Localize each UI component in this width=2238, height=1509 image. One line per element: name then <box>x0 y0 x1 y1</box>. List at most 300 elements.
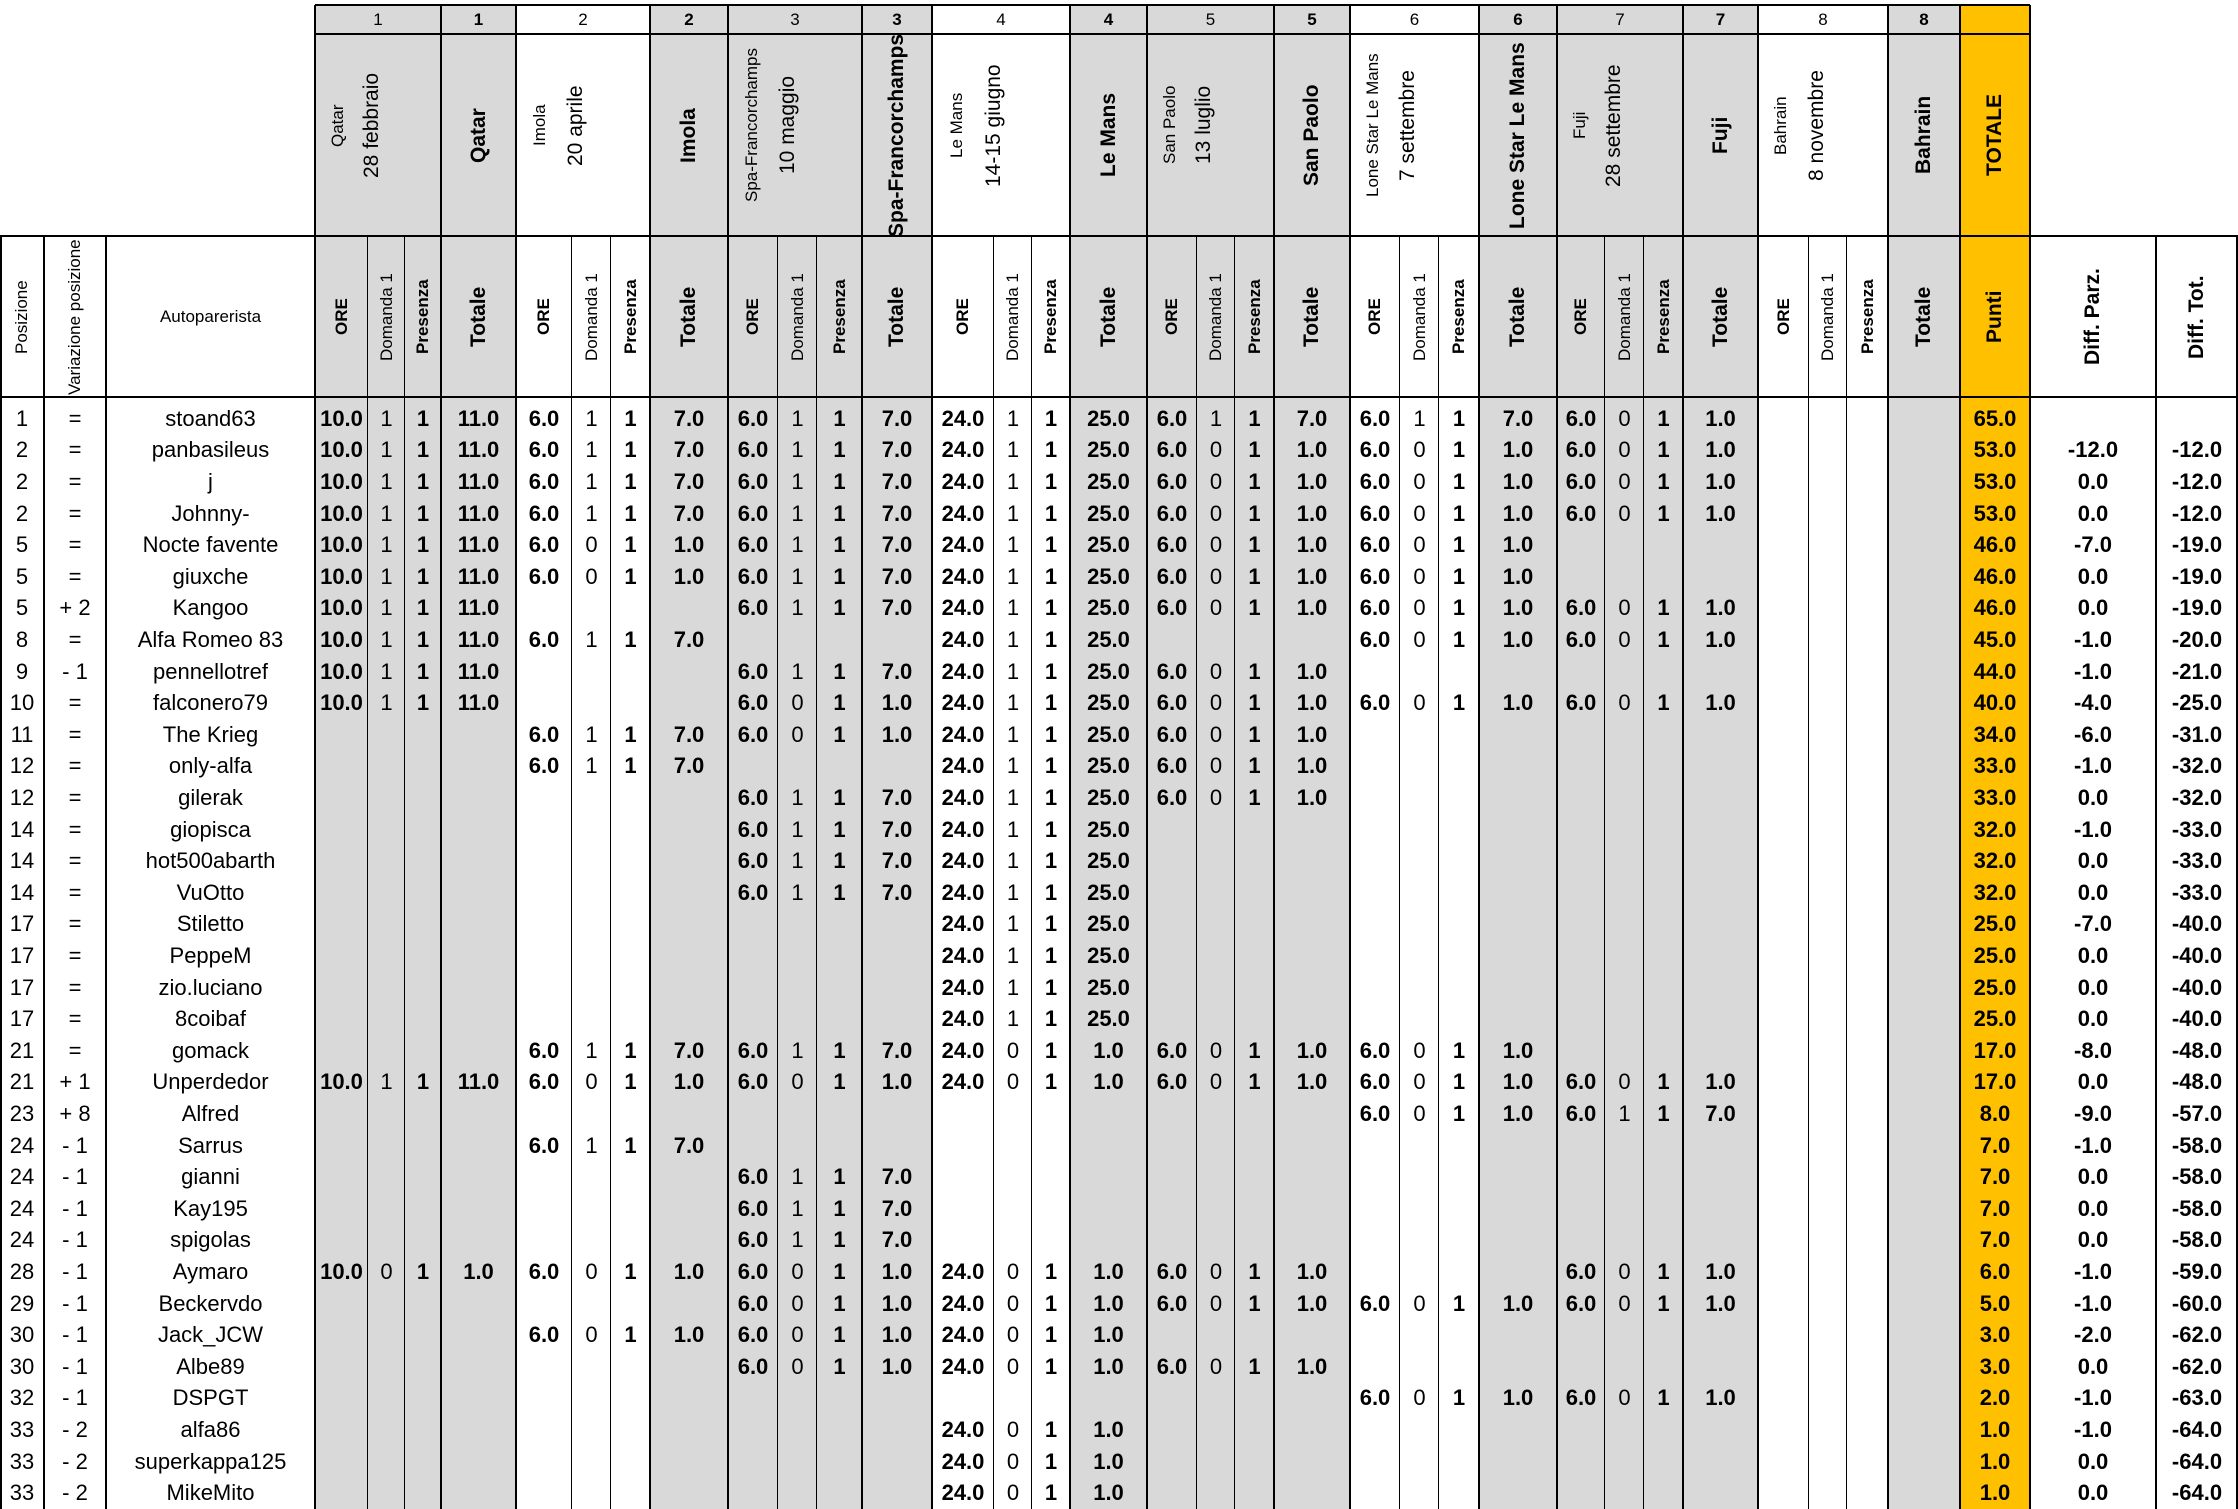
cell-text: = <box>68 879 82 905</box>
cell-text: - 1 <box>62 1385 88 1411</box>
cell-text: 0.0 <box>2077 563 2109 589</box>
row-points <box>1960 1225 2030 1257</box>
row-ore <box>932 529 994 561</box>
row-totale <box>1070 1256 1147 1288</box>
cell-text: 0.0 <box>2077 1069 2109 1095</box>
row-ore <box>315 1067 368 1099</box>
row-ore <box>1557 1288 1605 1320</box>
cell-text: 25.0 <box>1973 942 2017 968</box>
row-presenza <box>1032 1035 1070 1067</box>
cell-text: 1 <box>1248 690 1261 716</box>
row-presenza <box>1235 1035 1274 1067</box>
cell-text: 6.0 <box>1359 595 1391 621</box>
row-presenza <box>1032 940 1070 972</box>
cell-text: 1 <box>833 405 846 431</box>
cell-text: 45.0 <box>1973 626 2017 652</box>
row-totale <box>1070 972 1147 1004</box>
cell-text: 4 <box>996 9 1006 29</box>
cell-text: 7 <box>1715 9 1726 29</box>
cell-text: 1 <box>416 1069 430 1095</box>
row-totale <box>441 687 516 719</box>
row-domanda <box>778 1351 817 1383</box>
cell-text: 2.0 <box>1979 1385 2011 1411</box>
cell-text: 7.0 <box>673 1037 705 1063</box>
row-ore <box>516 624 572 656</box>
row-position <box>0 1351 44 1383</box>
row-variation <box>44 719 106 751</box>
event-header <box>728 34 862 236</box>
cell-text: = <box>68 942 82 968</box>
cell-text: -40.0 <box>2171 1006 2223 1032</box>
row-variation <box>44 877 106 909</box>
cell-text: 0 <box>791 721 804 747</box>
cell-text: -19.0 <box>2171 595 2223 621</box>
cell-text: 6.0 <box>737 1322 769 1348</box>
cell-text: 8 <box>15 626 29 652</box>
cell-text: 1 <box>1044 911 1058 937</box>
cell-text: -40.0 <box>2171 974 2223 1000</box>
total-header <box>1960 34 2030 236</box>
row-diff-parz <box>2030 435 2156 467</box>
row-variation <box>44 687 106 719</box>
cell-text: 1 <box>585 1132 598 1158</box>
row-ore <box>315 1256 368 1288</box>
col-ore <box>728 236 778 397</box>
cell-text: 1 <box>624 468 637 494</box>
cell-text: 1.0 <box>881 1258 913 1284</box>
cell-text: 0 <box>1618 437 1631 463</box>
row-totale <box>1479 466 1557 498</box>
row-domanda <box>572 561 611 593</box>
cell-text: 1 <box>1209 405 1223 431</box>
row-points <box>1960 909 2030 941</box>
col-position <box>0 236 44 397</box>
cell-text: 7.0 <box>1705 1100 1736 1126</box>
row-ore <box>516 529 572 561</box>
row-presenza <box>1032 845 1070 877</box>
cell-text: 1 <box>624 626 637 652</box>
cell-text: 0 <box>1413 690 1426 716</box>
row-ore <box>932 877 994 909</box>
cell-text: 1 <box>380 437 393 463</box>
cell-text: 24.0 <box>941 1290 985 1316</box>
row-name <box>106 751 315 783</box>
cell-text: 0 <box>585 1258 598 1284</box>
cell-text: 0 <box>1413 468 1426 494</box>
cell-text: 10.0 <box>320 500 363 526</box>
row-domanda <box>368 593 405 625</box>
row-points <box>1960 1098 2030 1130</box>
event-header <box>1350 34 1479 236</box>
row-presenza <box>1644 435 1683 467</box>
row-ore <box>516 1035 572 1067</box>
cell-text: 10.0 <box>320 532 363 558</box>
cell-text: 1.0 <box>1705 405 1736 431</box>
cell-text: 1 <box>1006 468 1020 494</box>
cell-text: 6.0 <box>737 784 769 810</box>
row-domanda <box>778 1319 817 1351</box>
cell-text: 25.0 <box>1087 816 1130 842</box>
row-points <box>1960 1319 2030 1351</box>
cell-text: 1 <box>1006 753 1020 779</box>
cell-text: 21 <box>9 1069 35 1095</box>
cell-text: = <box>68 468 82 494</box>
row-totale <box>650 403 728 435</box>
cell-text: Jack_JCW <box>157 1322 264 1348</box>
row-totale <box>862 403 932 435</box>
cell-text: 6.0 <box>737 879 769 905</box>
row-presenza <box>405 435 441 467</box>
row-domanda <box>1605 1256 1644 1288</box>
cell-text: 1 <box>1006 879 1020 905</box>
row-presenza <box>1235 529 1274 561</box>
cell-text: -40.0 <box>2171 911 2223 937</box>
cell-text: 1 <box>1657 1100 1670 1126</box>
cell-text: 1.0 <box>1296 690 1328 716</box>
row-domanda <box>368 498 405 530</box>
cell-text: 14 <box>9 816 35 842</box>
event-number-total <box>650 5 728 34</box>
row-domanda <box>994 1035 1032 1067</box>
row-totale <box>650 1319 728 1351</box>
cell-text: 1 <box>833 1227 846 1253</box>
cell-text: 1 <box>833 563 846 589</box>
cell-text: 1 <box>1657 690 1670 716</box>
row-totale <box>1683 1383 1758 1415</box>
cell-text: 0 <box>1209 563 1223 589</box>
row-diff-tot <box>2156 687 2238 719</box>
row-ore <box>728 1351 778 1383</box>
cell-text: 6.0 <box>1359 563 1391 589</box>
row-totale <box>1070 593 1147 625</box>
cell-text: 6.0 <box>737 721 769 747</box>
row-domanda <box>994 1351 1032 1383</box>
cell-text: 1.0 <box>1296 437 1328 463</box>
row-totale <box>1479 624 1557 656</box>
row-totale <box>1683 1067 1758 1099</box>
cell-text: 1 <box>791 848 804 874</box>
cell-text: 1 <box>1452 1037 1466 1063</box>
cell-text: 6.0 <box>737 1164 769 1190</box>
cell-text: 40.0 <box>1973 690 2017 716</box>
row-diff-parz <box>2030 877 2156 909</box>
cell-text: 0.0 <box>2077 1353 2109 1379</box>
cell-text: 1.0 <box>1296 784 1328 810</box>
row-ore <box>1557 498 1605 530</box>
cell-text: 6.0 <box>1565 405 1597 431</box>
cell-text: 11.0 <box>457 563 500 589</box>
cell-text: 6.0 <box>1156 437 1188 463</box>
col-ore-text: ORE <box>331 298 351 335</box>
row-presenza <box>1032 1003 1070 1035</box>
cell-text: 1 <box>380 500 393 526</box>
row-totale <box>1070 624 1147 656</box>
cell-text: 24.0 <box>941 532 985 558</box>
row-diff-tot <box>2156 435 2238 467</box>
cell-text: 1 <box>1044 1353 1058 1379</box>
row-domanda <box>368 1256 405 1288</box>
row-diff-tot <box>2156 1098 2238 1130</box>
cell-text: 1 <box>585 468 598 494</box>
cell-text: 1.0 <box>1296 721 1328 747</box>
row-domanda <box>994 782 1032 814</box>
cell-text: -21.0 <box>2171 658 2223 684</box>
cell-text: 1.0 <box>1705 626 1736 652</box>
row-points <box>1960 593 2030 625</box>
row-presenza <box>1032 814 1070 846</box>
row-presenza <box>817 877 862 909</box>
row-presenza <box>1235 435 1274 467</box>
cell-text: 1.0 <box>1705 1258 1736 1284</box>
row-ore <box>1147 561 1197 593</box>
event-date: 13 luglio <box>1192 85 1216 164</box>
row-variation <box>44 972 106 1004</box>
cell-text: 1 <box>1006 658 1020 684</box>
row-diff-parz <box>2030 814 2156 846</box>
cell-text: 1 <box>473 9 484 29</box>
cell-text: 7.0 <box>1502 405 1534 431</box>
cell-text: 1 <box>1618 1100 1631 1126</box>
row-totale <box>650 1256 728 1288</box>
row-presenza <box>817 1351 862 1383</box>
cell-text: 0 <box>1209 1037 1223 1063</box>
cell-text: = <box>68 911 82 937</box>
cell-text: 1 <box>380 563 393 589</box>
row-name <box>106 435 315 467</box>
cell-text: 1.0 <box>1296 658 1328 684</box>
row-diff-tot <box>2156 593 2238 625</box>
cell-text: 0 <box>1413 595 1426 621</box>
cell-text: 24.0 <box>941 879 985 905</box>
row-totale <box>650 561 728 593</box>
cell-text: 1 <box>416 626 430 652</box>
cell-text: 0 <box>791 1069 804 1095</box>
cell-text: 11.0 <box>457 626 500 652</box>
row-diff-tot <box>2156 529 2238 561</box>
row-totale <box>1683 593 1758 625</box>
cell-text: 0 <box>1209 437 1223 463</box>
row-totale <box>441 561 516 593</box>
cell-text: 6.0 <box>1565 626 1597 652</box>
row-diff-parz <box>2030 403 2156 435</box>
cell-text: 0 <box>1006 1290 1020 1316</box>
row-position <box>0 1383 44 1415</box>
cell-text: giopisca <box>170 816 251 842</box>
row-totale <box>1070 719 1147 751</box>
row-name <box>106 1130 315 1162</box>
row-ore <box>1350 529 1400 561</box>
row-presenza <box>1644 1098 1683 1130</box>
row-presenza <box>817 656 862 688</box>
row-presenza <box>1235 498 1274 530</box>
cell-text: 1.0 <box>1705 468 1736 494</box>
cell-text: 1 <box>833 437 846 463</box>
event-header <box>1557 34 1683 236</box>
row-name <box>106 1256 315 1288</box>
row-domanda <box>1605 498 1644 530</box>
row-diff-parz <box>2030 719 2156 751</box>
cell-text: 2 <box>15 500 29 526</box>
event-number-total <box>1888 5 1960 34</box>
cell-text: 24.0 <box>941 1069 985 1095</box>
cell-text: 14 <box>9 848 35 874</box>
cell-text: alfa86 <box>180 1416 241 1442</box>
cell-text: 6.0 <box>1565 1385 1597 1411</box>
cell-text: -12.0 <box>2171 437 2223 463</box>
cell-text: - 1 <box>62 1164 88 1190</box>
row-presenza <box>1032 782 1070 814</box>
col-totale <box>1070 236 1147 397</box>
col-domanda-text: Domanda 1 <box>1409 272 1429 361</box>
cell-text: 7.0 <box>673 753 705 779</box>
cell-text: -1.0 <box>2074 1385 2112 1411</box>
cell-text: 1.0 <box>1296 753 1328 779</box>
row-totale <box>441 1067 516 1099</box>
event-header <box>516 34 650 236</box>
cell-text: 6.0 <box>737 532 769 558</box>
row-domanda <box>778 403 817 435</box>
row-domanda <box>368 435 405 467</box>
cell-text: -58.0 <box>2171 1195 2223 1221</box>
cell-text: 6.0 <box>1359 1290 1391 1316</box>
cell-text: 6.0 <box>737 816 769 842</box>
row-diff-tot <box>2156 1256 2238 1288</box>
col-ore-text: ORE <box>1162 298 1181 335</box>
col-presenza <box>1235 236 1274 397</box>
cell-text: + 8 <box>59 1100 91 1126</box>
cell-text: 1 <box>1248 437 1261 463</box>
col-totale <box>1888 236 1960 397</box>
cell-text: 6.0 <box>1359 1069 1391 1095</box>
row-totale <box>1683 498 1758 530</box>
cell-text: 1.0 <box>881 1290 913 1316</box>
row-totale <box>650 1035 728 1067</box>
row-totale <box>862 687 932 719</box>
row-domanda <box>1197 1067 1235 1099</box>
row-totale <box>441 403 516 435</box>
row-position <box>0 1098 44 1130</box>
event-city: Spa-Francorchamps <box>742 47 762 202</box>
cell-text: -62.0 <box>2171 1353 2223 1379</box>
cell-text: 1 <box>380 658 393 684</box>
cell-text: 1 <box>416 532 430 558</box>
cell-text: 3 <box>790 9 800 29</box>
row-domanda <box>1400 1383 1439 1415</box>
cell-text: 1 <box>833 816 846 842</box>
row-diff-parz <box>2030 561 2156 593</box>
row-ore <box>728 656 778 688</box>
cell-text: -6.0 <box>2074 721 2112 747</box>
cell-text: 7.0 <box>881 1195 913 1221</box>
row-totale <box>1070 751 1147 783</box>
col-ore-text: ORE <box>534 298 553 335</box>
cell-text: 1 <box>1044 532 1058 558</box>
cell-text: 29 <box>9 1290 35 1316</box>
row-ore <box>932 624 994 656</box>
row-ore <box>728 687 778 719</box>
cell-text: 1 <box>380 405 393 431</box>
row-presenza <box>1644 498 1683 530</box>
cell-text: 7.0 <box>1979 1132 2011 1158</box>
row-ore <box>932 593 994 625</box>
row-position <box>0 593 44 625</box>
row-variation <box>44 1161 106 1193</box>
cell-text: - 1 <box>62 1227 88 1253</box>
row-presenza <box>405 656 441 688</box>
cell-text: 1.0 <box>1979 1448 2011 1474</box>
cell-text: 24 <box>9 1227 35 1253</box>
row-presenza <box>611 1035 650 1067</box>
row-position <box>0 1256 44 1288</box>
row-domanda <box>994 1477 1032 1509</box>
cell-text: 24.0 <box>941 563 985 589</box>
row-presenza <box>405 624 441 656</box>
cell-text: 1 <box>1006 437 1020 463</box>
row-ore <box>1557 593 1605 625</box>
row-totale <box>1070 435 1147 467</box>
event-number <box>1557 5 1683 34</box>
cell-text: -7.0 <box>2074 911 2112 937</box>
row-totale <box>1479 403 1557 435</box>
row-presenza <box>817 561 862 593</box>
cell-text: 25.0 <box>1973 911 2017 937</box>
row-presenza <box>1439 529 1479 561</box>
cell-text: = <box>68 848 82 874</box>
row-presenza <box>1032 593 1070 625</box>
row-domanda <box>1400 593 1439 625</box>
row-presenza <box>1644 687 1683 719</box>
cell-text: 1 <box>1044 1258 1058 1284</box>
cell-text: 1 <box>1044 1006 1058 1032</box>
cell-text: 1 <box>1248 532 1261 558</box>
row-totale <box>1274 782 1350 814</box>
cell-text: 6.0 <box>737 468 769 494</box>
row-presenza <box>1439 435 1479 467</box>
row-diff-parz <box>2030 1351 2156 1383</box>
row-totale <box>1070 940 1147 972</box>
cell-text: -64.0 <box>2171 1480 2223 1506</box>
cell-text: 1 <box>791 784 804 810</box>
row-ore <box>315 561 368 593</box>
cell-text: 34.0 <box>1973 721 2017 747</box>
row-ore <box>932 1414 994 1446</box>
cell-text: 6.0 <box>528 468 560 494</box>
cell-text: 1.0 <box>1093 1290 1124 1316</box>
row-domanda <box>1605 435 1644 467</box>
row-domanda <box>368 1067 405 1099</box>
row-points <box>1960 624 2030 656</box>
cell-text: 6.0 <box>1565 1069 1597 1095</box>
row-domanda <box>1197 561 1235 593</box>
cell-text: Johnny- <box>171 500 250 526</box>
row-diff-parz <box>2030 1035 2156 1067</box>
row-name <box>106 687 315 719</box>
row-name <box>106 877 315 909</box>
cell-text: Alfa Romeo 83 <box>137 626 284 652</box>
row-presenza <box>1032 1477 1070 1509</box>
row-domanda <box>994 498 1032 530</box>
row-position <box>0 1225 44 1257</box>
event-date: 20 aprile <box>564 84 588 166</box>
row-presenza <box>611 624 650 656</box>
cell-text: 0 <box>1618 626 1631 652</box>
cell-text: 7.0 <box>1979 1195 2011 1221</box>
cell-text: 10.0 <box>320 595 363 621</box>
cell-text: 1 <box>1657 1258 1670 1284</box>
cell-text: 3 <box>892 9 902 29</box>
cell-text: 33.0 <box>1973 784 2017 810</box>
cell-text: 2 <box>578 9 588 29</box>
